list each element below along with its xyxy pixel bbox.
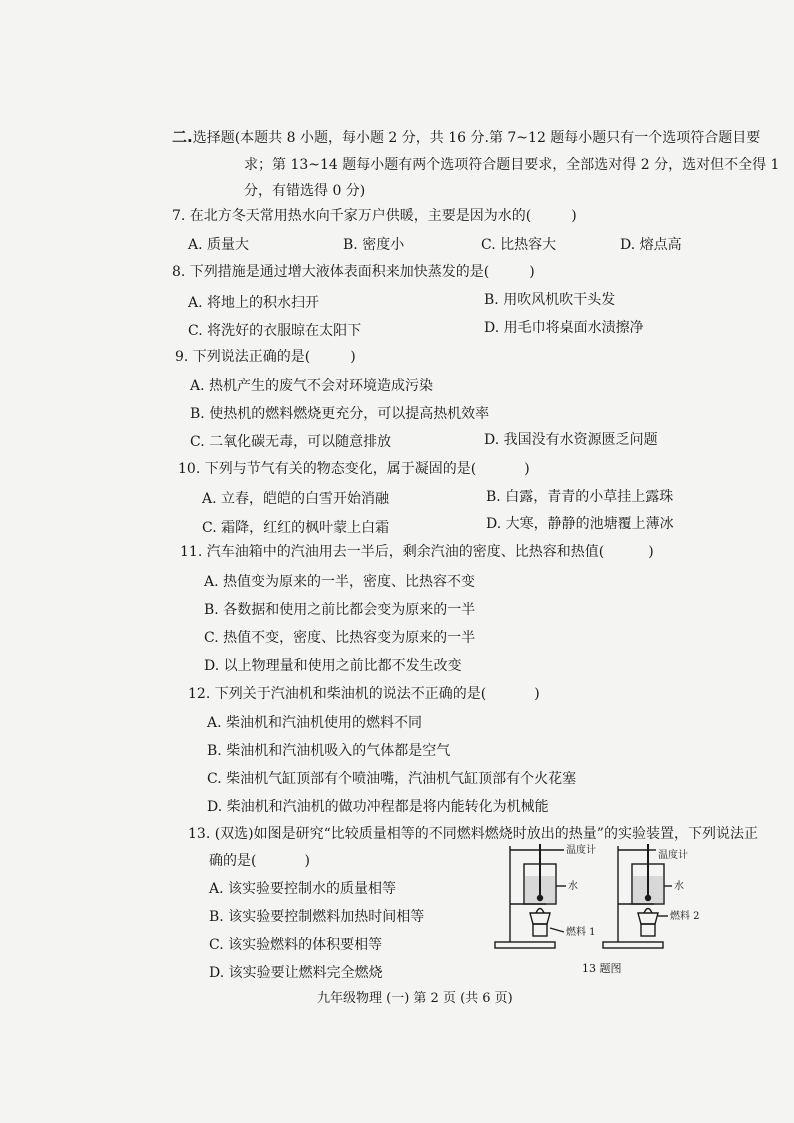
section-heading (172, 128, 760, 147)
q13-option-b: B. 该实验要控制燃料加热时间相等 (209, 909, 425, 925)
q7-option-c: C. 比热容大 (481, 237, 557, 253)
label-water-1: 水 (568, 881, 578, 892)
q8-option-a: A. 将地上的积水扫开 (188, 295, 320, 311)
label-water-2: 水 (674, 881, 684, 892)
q11-option-a: A. 热值变为原来的一半，密度、比热容不变 (204, 574, 476, 590)
q7-option-b: B. 密度小 (343, 237, 405, 253)
section-line-2: 求；第 13~14 题每小题有两个选项符合题目要求，全部选对得 2 分，选对但不全得 1 (244, 157, 780, 173)
q7-stem: 7. 在北方冬天常用热水向千家万户供暖，主要是因为水的( ) (172, 208, 577, 224)
q12-option-c: C. 柴油机气缸顶部有个喷油嘴，汽油机气缸顶部有个火花塞 (207, 771, 577, 787)
q9-option-c: C. 二氧化碳无毒，可以随意排放 (190, 434, 392, 450)
q10-option-c: C. 霜降，红红的枫叶蒙上白霜 (202, 520, 390, 536)
q10-option-b: B. 白露，青青的小草挂上露珠 (486, 489, 674, 505)
q12-option-d: D. 柴油机和汽油机的做功冲程都是将内能转化为机械能 (207, 799, 549, 815)
q7-option-a: A. 质量大 (188, 237, 250, 253)
section-line-3: 分，有错选得 0 分) (244, 183, 366, 199)
q12-option-b: B. 柴油机和汽油机吸入的气体都是空气 (207, 743, 451, 759)
q8-option-b: B. 用吹风机吹干头发 (484, 292, 616, 308)
q10-option-d: D. 大寒，静静的池塘覆上薄冰 (486, 516, 674, 532)
q13-figure (490, 838, 720, 978)
q13-option-c: C. 该实验燃料的体积要相等 (209, 937, 383, 953)
q13-option-a: A. 该实验要控制水的质量相等 (209, 881, 397, 897)
label-thermometer-2: 温度计 (658, 850, 688, 861)
q9-option-d: D. 我国没有水资源匮乏问题 (484, 432, 658, 448)
q9-stem: 9. 下列说法正确的是( ) (175, 349, 356, 365)
q12-option-a: A. 柴油机和汽油机使用的燃料不同 (207, 715, 423, 731)
q13-stem-line-2: 确的是( ) (209, 853, 310, 869)
q11-option-c: C. 热值不变，密度、比热容变为原来的一半 (204, 630, 476, 646)
q13-option-d: D. 该实验要让燃料完全燃烧 (209, 965, 383, 981)
q9-option-a: A. 热机产生的废气不会对环境造成污染 (190, 378, 434, 394)
label-fuel-2: 燃料 2 (670, 911, 700, 922)
q8-option-c: C. 将洗好的衣服晾在太阳下 (188, 323, 362, 339)
label-fuel-1: 燃料 1 (566, 927, 596, 938)
q7-option-d: D. 熔点高 (620, 237, 682, 253)
q10-option-a: A. 立春，皑皑的白雪开始消融 (202, 491, 390, 507)
q12-stem: 12. 下列关于汽油机和柴油机的说法不正确的是( ) (188, 686, 540, 702)
apparatus-1 (495, 844, 566, 948)
q11-option-b: B. 各数据和使用之前比都会变为原来的一半 (204, 602, 476, 618)
section-label: 二. (172, 128, 193, 146)
q9-option-b: B. 使热机的燃料燃烧更充分，可以提高热机效率 (190, 406, 490, 422)
page-footer: 九年级物理 (一) 第 2 页 (共 6 页) (317, 991, 513, 1006)
q8-option-d: D. 用毛巾将桌面水渍擦净 (484, 320, 644, 336)
q11-option-d: D. 以上物理量和使用之前比都不发生改变 (204, 658, 462, 674)
q13-stem-line-1: 13. (双选)如图是研究“比较质量相等的不同燃料燃烧时放出的热量”的实验装置，下列说法正 (188, 826, 758, 842)
q8-stem: 8. 下列措施是通过增大液体表面积来加快蒸发的是( ) (172, 264, 535, 280)
q11-stem: 11. 汽车油箱中的汽油用去一半后，剩余汽油的密度、比热容和热值( ) (180, 544, 654, 560)
figure-caption: 13 题图 (582, 962, 622, 975)
label-thermometer-1: 温度计 (566, 845, 596, 856)
q10-stem: 10. 下列与节气有关的物态变化，属于凝固的是( ) (178, 461, 530, 477)
section-line-1: 选择题(本题共 8 小题，每小题 2 分，共 16 分.第 7~12 题每小题只有一个选项符合题目要 (192, 130, 761, 146)
